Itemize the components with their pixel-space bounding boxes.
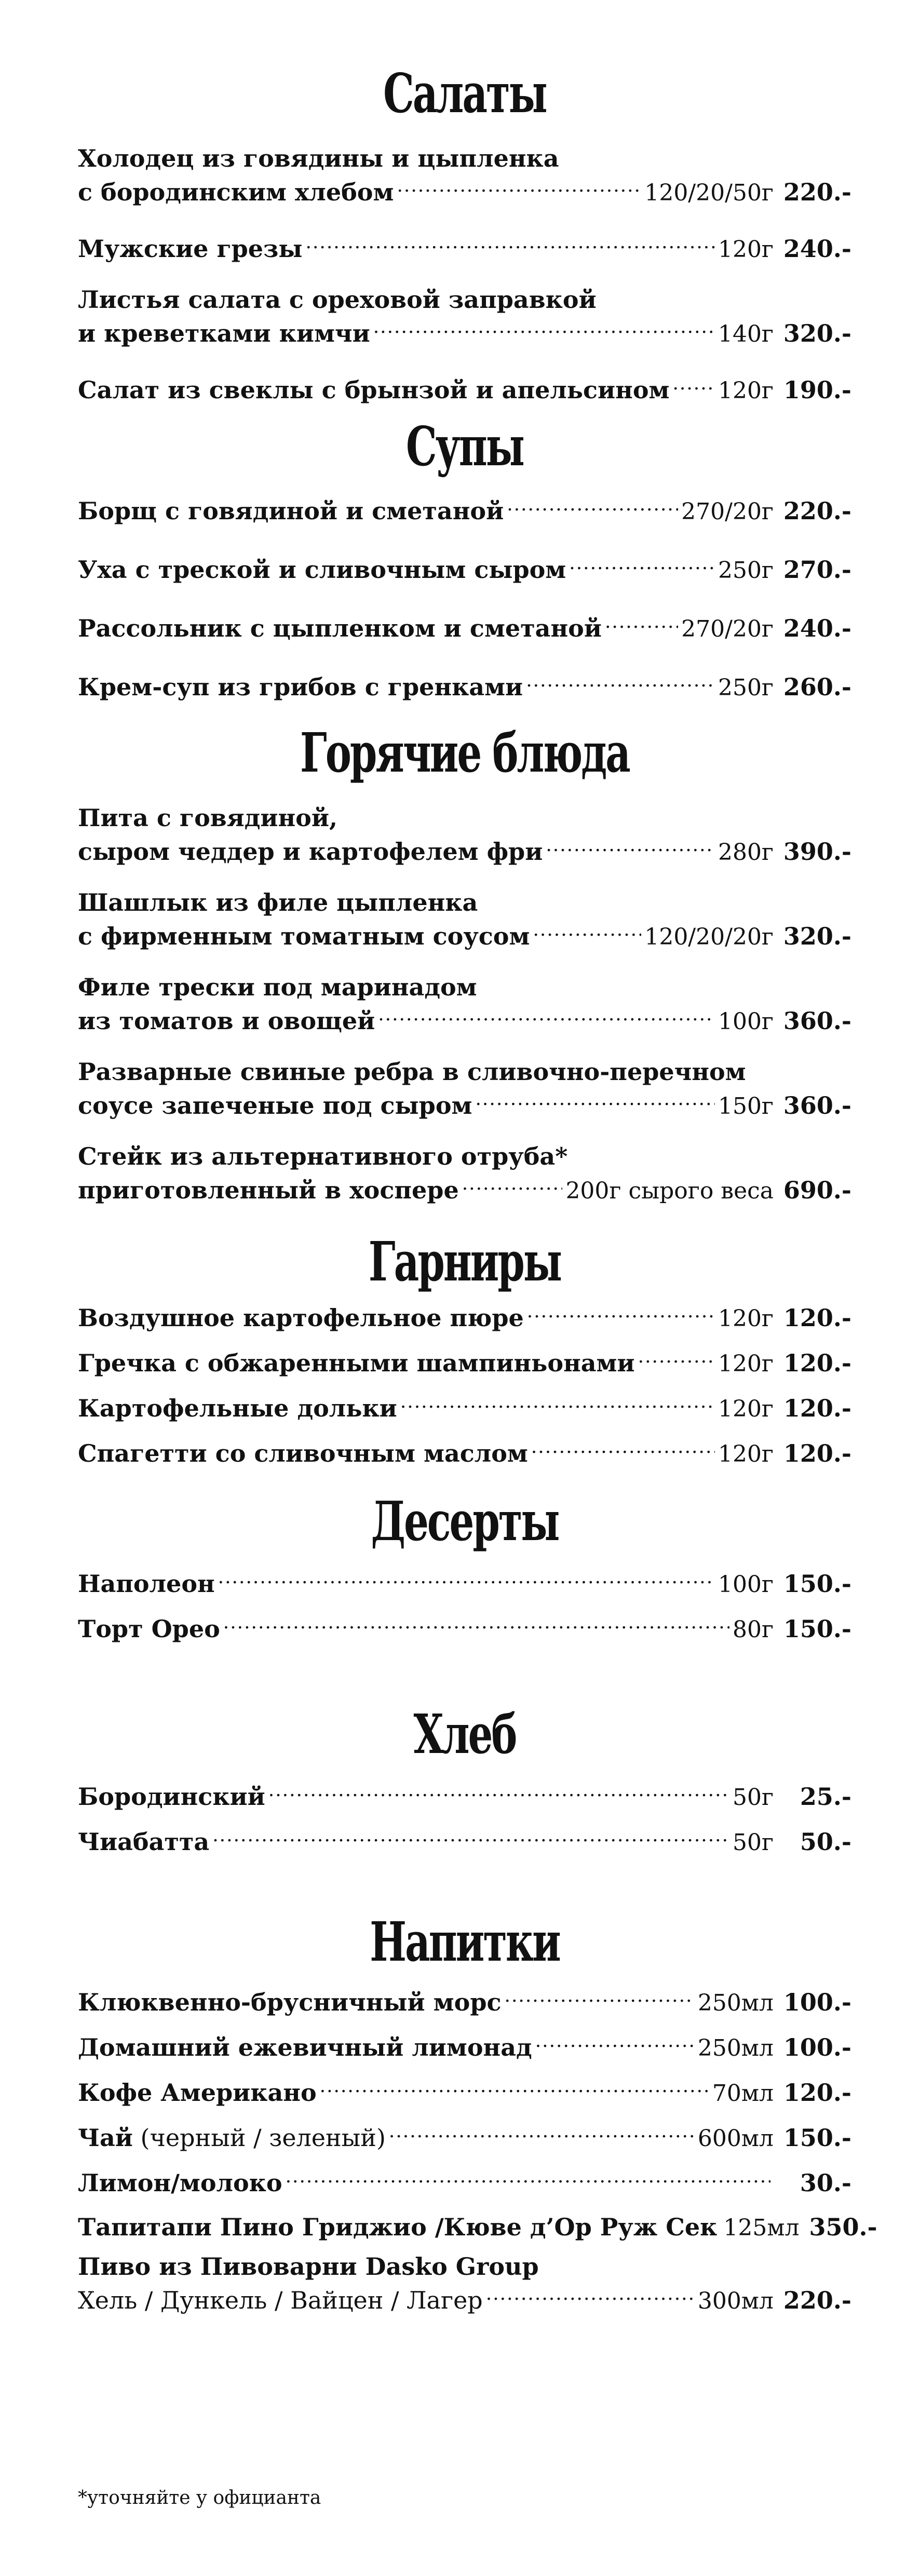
item-price: 260.- xyxy=(783,673,851,701)
dot-leader xyxy=(569,550,715,578)
item-name: Салат из свеклы с брынзой и апельсином xyxy=(78,376,670,404)
section-title: Гарниры xyxy=(368,1230,561,1293)
menu-item xyxy=(78,1434,851,1468)
item-price: 360.- xyxy=(783,1007,851,1035)
section-title: Десерты xyxy=(371,1489,559,1553)
item-name-line1: Стейк из альтернативного отруба* xyxy=(78,1142,568,1170)
item-weight: 280г xyxy=(718,839,774,866)
item-name: из томатов и овощей xyxy=(78,1007,375,1035)
menu-item xyxy=(78,2163,851,2197)
dot-leader xyxy=(400,1388,715,1417)
dot-leader xyxy=(531,1434,715,1462)
section-sides xyxy=(78,1231,851,1468)
menu-item xyxy=(78,1822,851,1857)
item-weight: 50г xyxy=(732,1784,774,1811)
item-price: 150.- xyxy=(783,1570,851,1598)
dot-leader xyxy=(535,2028,695,2056)
section-soups xyxy=(78,415,851,702)
item-name: с бородинским хлебом xyxy=(78,178,394,206)
item-weight: 250г xyxy=(718,675,774,701)
dot-leader xyxy=(505,1982,695,2011)
item-price: 220.- xyxy=(783,178,851,206)
dot-leader xyxy=(268,1777,729,1805)
menu-item xyxy=(78,1058,851,1121)
item-name: Воздушное картофельное пюре xyxy=(78,1304,524,1332)
item-weight: 100г xyxy=(718,1571,774,1598)
section-title: Хлеб xyxy=(413,1702,516,1766)
item-price: 100.- xyxy=(783,1988,851,2016)
item-weight: 250мл xyxy=(697,2035,774,2061)
menu-item xyxy=(78,1982,851,2017)
item-weight: 120/20/50г xyxy=(644,180,774,206)
item-weight: 120г xyxy=(718,377,774,404)
item-name: с фирменным томатным соусом xyxy=(78,922,530,950)
item-weight: 150г xyxy=(718,1093,774,1120)
item-name-line1: Пиво из Пивоварни Dasko Group xyxy=(78,2253,539,2281)
section-drinks xyxy=(78,1910,877,2315)
item-name: Чиабатта xyxy=(78,1828,210,1856)
item-price: 390.- xyxy=(783,838,851,866)
item-weight: 70мл xyxy=(712,2080,774,2107)
item-name: Картофельные дольки xyxy=(78,1394,397,1422)
item-name-suffix: (черный / зеленый) xyxy=(132,2124,386,2152)
menu-item xyxy=(78,1564,851,1599)
item-price: 220.- xyxy=(783,497,851,525)
dot-leader xyxy=(605,609,678,637)
menu-item xyxy=(78,804,851,867)
item-name: и креветками кимчи xyxy=(78,319,370,347)
footnote: *уточняйте у официанта xyxy=(78,2487,321,2508)
item-price: 25.- xyxy=(800,1783,851,1811)
item-weight: 120г xyxy=(718,1396,774,1422)
item-price: 220.- xyxy=(783,2286,851,2314)
item-weight: 120г xyxy=(718,1305,774,1332)
item-name: сыром чеддер и картофелем фри xyxy=(78,838,543,866)
item-weight: 250мл xyxy=(697,1990,774,2016)
menu-item xyxy=(78,973,851,1036)
item-name: Лимон/молоко xyxy=(78,2169,282,2197)
item-price: 690.- xyxy=(783,1176,851,1204)
dot-leader xyxy=(218,1564,715,1592)
menu-item xyxy=(78,1388,851,1423)
item-name: Спагетти со сливочным маслом xyxy=(78,1439,528,1467)
item-weight: 120/20/20г xyxy=(644,924,774,950)
item-price: 120.- xyxy=(783,2079,851,2107)
dot-leader xyxy=(527,1298,715,1326)
menu-item xyxy=(78,1777,851,1812)
item-weight: 120г xyxy=(718,236,774,263)
item-price: 240.- xyxy=(783,614,851,642)
item-weight: 200г сырого веса xyxy=(565,1178,774,1204)
menu-item xyxy=(78,1142,851,1205)
section-bread xyxy=(78,1703,851,1857)
item-weight: 120г xyxy=(718,1351,774,1377)
item-name: Кофе Американо xyxy=(78,2079,317,2107)
item-weight: 125мл xyxy=(723,2215,800,2241)
dot-leader xyxy=(223,1609,729,1637)
item-name: Клюквенно-брусничный морс xyxy=(78,1988,502,2016)
section-title: Салаты xyxy=(383,61,546,125)
dot-leader xyxy=(526,667,715,695)
menu-item xyxy=(78,1343,851,1378)
item-weight: 600мл xyxy=(697,2125,774,2152)
dot-leader xyxy=(286,2163,770,2191)
item-weight: 270/20г xyxy=(681,498,774,525)
item-name: приготовленный в хоспере xyxy=(78,1176,459,1204)
item-price: 120.- xyxy=(783,1394,851,1422)
item-name-line1: Шашлык из филе цыпленка xyxy=(78,888,478,916)
dot-leader xyxy=(475,1086,714,1114)
item-price: 120.- xyxy=(783,1439,851,1467)
item-price: 120.- xyxy=(783,1349,851,1377)
item-name: Домашний ежевичный лимонад xyxy=(78,2033,532,2061)
item-name-line1: Холодец из говядины и цыпленка xyxy=(78,144,559,172)
dot-leader xyxy=(378,1001,715,1029)
dot-leader xyxy=(462,1170,563,1198)
dot-leader xyxy=(546,832,715,860)
item-weight: 100г xyxy=(718,1008,774,1035)
item-name xyxy=(78,2124,386,2152)
item-name: соусе запеченые под сыром xyxy=(78,1091,472,1120)
dot-leader xyxy=(320,2073,709,2101)
item-name: Борщ с говядиной и сметаной xyxy=(78,497,504,525)
item-price: 350.- xyxy=(809,2213,877,2241)
dot-leader xyxy=(373,314,715,342)
item-weight: 140г xyxy=(718,321,774,347)
item-weight: 120г xyxy=(718,1441,774,1467)
dot-leader xyxy=(306,229,715,257)
item-price: 120.- xyxy=(783,1304,851,1332)
item-price: 270.- xyxy=(783,556,851,584)
item-name: Наполеон xyxy=(78,1570,215,1598)
dot-leader xyxy=(212,1822,729,1850)
menu-item xyxy=(78,2073,851,2108)
item-name: Бородинский xyxy=(78,1783,265,1811)
item-name: Тапитапи Пино Гриджио /Кюве д’Ор Руж Сек xyxy=(78,2213,718,2241)
item-price: 360.- xyxy=(783,1091,851,1120)
item-name: Гречка с обжаренными шампиньонами xyxy=(78,1349,635,1377)
item-name-line1: Филе трески под маринадом xyxy=(78,973,477,1001)
item-price: 150.- xyxy=(783,2124,851,2152)
section-title: Напитки xyxy=(370,1910,560,1974)
menu-item xyxy=(78,286,851,348)
menu-item xyxy=(78,2207,877,2242)
item-name: Торт Орео xyxy=(78,1615,220,1643)
dot-leader xyxy=(389,2118,695,2146)
menu-item xyxy=(78,2253,851,2315)
item-weight: 250г xyxy=(718,557,774,584)
section-salads xyxy=(78,62,851,405)
menu-item xyxy=(78,550,851,585)
menu-item xyxy=(78,1298,851,1333)
menu-item xyxy=(78,2118,851,2153)
item-weight: 50г xyxy=(732,1829,774,1856)
item-weight: 80г xyxy=(732,1616,774,1643)
item-name: Мужские грезы xyxy=(78,235,303,263)
section-title: Супы xyxy=(406,414,523,478)
item-name: Рассольник с цыпленком и сметаной xyxy=(78,614,602,642)
dot-leader xyxy=(638,1343,715,1371)
section-desserts xyxy=(78,1490,851,1644)
item-name: Крем-суп из грибов с гренками xyxy=(78,673,523,701)
dot-leader xyxy=(533,916,641,945)
item-price: 190.- xyxy=(783,376,851,404)
menu-item xyxy=(78,667,851,702)
menu-item xyxy=(78,888,851,951)
menu-item xyxy=(78,491,851,526)
section-hot-dishes xyxy=(78,722,851,1205)
section-title: Горячие блюда xyxy=(300,721,629,785)
item-price: 30.- xyxy=(800,2169,851,2197)
menu-item xyxy=(78,144,851,207)
item-name-main: Чай xyxy=(78,2124,133,2152)
menu-item xyxy=(78,370,851,405)
item-price: 100.- xyxy=(783,2033,851,2061)
item-weight: 270/20г xyxy=(681,616,774,642)
item-name-line1: Разварные свиные ребра в сливочно-перечном xyxy=(78,1058,746,1086)
item-price: 320.- xyxy=(783,319,851,347)
item-name-line1: Пита с говядиной, xyxy=(78,804,337,832)
item-price: 150.- xyxy=(783,1615,851,1643)
menu-item xyxy=(78,2028,851,2062)
dot-leader xyxy=(672,370,714,398)
menu-item xyxy=(78,609,851,643)
dot-leader xyxy=(486,2281,695,2309)
item-price: 50.- xyxy=(800,1828,851,1856)
item-price: 240.- xyxy=(783,235,851,263)
item-name: Хель / Дункель / Вайцен / Лагер xyxy=(78,2286,483,2314)
item-weight: 300мл xyxy=(697,2288,774,2314)
dot-leader xyxy=(507,491,678,519)
item-name-line1: Листья салата с ореховой заправкой xyxy=(78,286,597,314)
item-name: Уха с треской и сливочным сыром xyxy=(78,556,566,584)
item-price: 320.- xyxy=(783,922,851,950)
menu-item xyxy=(78,229,851,264)
dot-leader xyxy=(397,172,641,200)
menu-item xyxy=(78,1609,851,1644)
